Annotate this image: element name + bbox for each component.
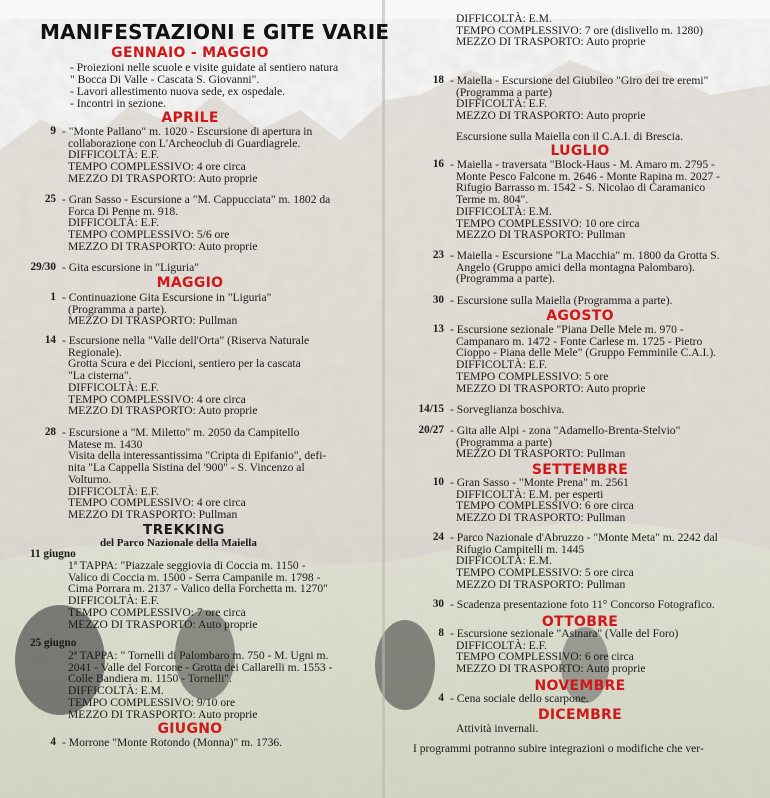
month-heading-gennaio-maggio: GENNAIO - MAGGIO xyxy=(111,45,269,61)
event-line: Rifugio Barrasso m. 1542 - S. Nicolao di Caramanico xyxy=(456,181,706,195)
event-entry xyxy=(50,736,283,749)
event-line: MEZZO DI TRASPORTO: Auto proprie xyxy=(456,662,646,676)
event-line: - Gita alle Alpi - zona "Adamello-Brenta-Stelvio" xyxy=(450,424,681,437)
event-line: MEZZO DI TRASPORTO: Auto proprie xyxy=(456,381,646,395)
event-line: TEMPO COMPLESSIVO: 7 ore (dislivello m. 1280) xyxy=(456,23,704,37)
event-entry xyxy=(418,424,681,461)
event-line: DIFFICOLTÀ: E.F. xyxy=(456,358,548,372)
event-entry xyxy=(50,125,313,185)
event-date: 13 xyxy=(432,323,444,335)
event-entry xyxy=(432,598,715,611)
event-line: TEMPO COMPLESSIVO: 10 ore circa xyxy=(456,216,640,230)
event-entry xyxy=(438,627,679,676)
event-line: DIFFICOLTÀ: E.F. xyxy=(68,148,160,162)
event-line: - Escursione sezionale "Piana Delle Mele m. 970 - xyxy=(450,323,684,336)
event-line: TEMPO COMPLESSIVO: 5 ore xyxy=(456,369,609,383)
gennaio-line: - Lavori allestimento nuova sede, ex ospedale. xyxy=(70,85,286,98)
gennaio-line: - Proiezioni nelle scuole e visite guidate al sentiero natura xyxy=(70,61,339,74)
event-entry xyxy=(44,193,331,253)
month-heading-dicembre: DICEMBRE xyxy=(537,707,622,723)
event-line: Visita della interessantissima "Cripta di Epifanio", defi- xyxy=(68,449,327,463)
event-line: DIFFICOLTÀ: E.F. xyxy=(456,638,548,652)
event-line: DIFFICOLTÀ: E.F. xyxy=(456,97,548,111)
month-heading-novembre: NOVEMBRE xyxy=(534,678,626,694)
event-line: (Programma a parte) xyxy=(456,85,552,99)
event-line: - Maiella - traversata "Block-Haus - M. Amaro m. 2795 - xyxy=(450,158,715,171)
event-entry xyxy=(432,531,718,591)
month-heading-luglio: LUGLIO xyxy=(550,143,610,159)
event-entry xyxy=(50,291,272,328)
event-line: "La cisterna". xyxy=(68,369,132,383)
month-heading-settembre: SETTEMBRE xyxy=(531,462,629,478)
event-line: DIFFICOLTÀ: E.F. xyxy=(68,380,160,394)
event-line: 1ª TAPPA: "Piazzale seggiovia di Coccia m. 1150 - xyxy=(68,559,306,572)
event-entry xyxy=(44,426,327,521)
event-entry xyxy=(418,403,565,416)
event-date: 23 xyxy=(432,249,444,261)
event-line: (Programma a parte) xyxy=(456,435,552,449)
month-heading-maggio: MAGGIO xyxy=(156,275,224,291)
event-line: MEZZO DI TRASPORTO: Pullman xyxy=(68,507,238,521)
event-line: TEMPO COMPLESSIVO: 4 ore circa xyxy=(68,392,246,406)
trekking-date: 25 giugno xyxy=(30,637,77,649)
month-heading-aprile: APRILE xyxy=(161,110,219,126)
event-line: MEZZO DI TRASPORTO: Pullman xyxy=(456,577,626,591)
event-date: 29/30 xyxy=(30,261,56,273)
event-line: DIFFICOLTÀ: E.M. per esperti xyxy=(456,487,604,501)
event-entry xyxy=(432,294,673,307)
event-line: - Cena sociale dello scarpone. xyxy=(450,692,589,705)
event-line: MEZZO DI TRASPORTO: Pullman xyxy=(456,447,626,461)
event-entry xyxy=(432,249,720,286)
event-note: Attività invernali. xyxy=(456,722,539,735)
event-date: 10 xyxy=(432,476,444,488)
event-line: TEMPO COMPLESSIVO: 6 ore circa xyxy=(456,499,634,513)
event-line: MEZZO DI TRASPORTO: Pullman xyxy=(456,228,626,242)
event-line: Campanaro m. 1472 - Fonte Carlese m. 1725 - Pietro xyxy=(456,334,703,348)
event-line: TEMPO COMPLESSIVO: 4 ore circa xyxy=(68,160,246,174)
event-line: (Programma a parte). xyxy=(456,272,555,286)
event-line: - Continuazione Gita Escursione in "Liguria" xyxy=(62,291,272,304)
event-line: Monte Pesco Falcone m. 2646 - Monte Rapina m. 2027 - xyxy=(456,169,721,183)
event-date: 1 xyxy=(50,291,56,303)
event-date: 30 xyxy=(432,598,444,610)
event-date: 4 xyxy=(438,692,444,704)
event-line: TEMPO COMPLESSIVO: 9/10 ore xyxy=(68,695,236,709)
trekking-stage xyxy=(68,560,328,630)
footer-note: I programmi potranno subire integrazioni o modifiche che ver- xyxy=(413,742,704,755)
event-date: 16 xyxy=(432,158,444,170)
event-line: DIFFICOLTÀ: E.M. xyxy=(68,684,164,698)
event-line: DIFFICOLTÀ: E.M. xyxy=(456,12,552,25)
page-title: MANIFESTAZIONI E GITE VARIE xyxy=(40,20,390,44)
event-line: Terme m. 804". xyxy=(456,193,529,207)
gennaio-line: - Incontri in sezione. xyxy=(70,97,166,110)
event-line: - Gita escursione in "Liguria" xyxy=(62,261,199,274)
event-date: 18 xyxy=(432,74,444,86)
event-line: 2041 - Valle del Forcone - Grotta dei Callarelli m. 1553 - xyxy=(68,660,333,674)
event-continuation xyxy=(456,13,703,48)
event-line: - Maiella - Escursione "La Macchia" m. 1800 da Grotta S. xyxy=(450,249,720,262)
event-date: 25 xyxy=(44,193,56,205)
event-date: 4 xyxy=(50,736,56,748)
event-entry xyxy=(432,476,634,525)
event-date: 9 xyxy=(50,125,56,137)
event-line: Matese m. 1430 xyxy=(68,437,143,451)
event-line: MEZZO DI TRASPORTO: Auto proprie xyxy=(456,35,646,49)
event-entry xyxy=(44,334,310,418)
trekking-stage xyxy=(68,650,332,720)
event-line: DIFFICOLTÀ: E.F. xyxy=(68,484,160,498)
event-line: Angelo (Gruppo amici della montagna Palombaro). xyxy=(456,260,695,274)
trekking-subtitle: del Parco Nazionale della Maiella xyxy=(100,537,257,549)
event-line: - Escursione sezionale "Asinara" (Valle del Foro) xyxy=(450,627,679,640)
event-line: DIFFICOLTÀ: E.M. xyxy=(456,554,552,568)
event-line: Valico di Coccia m. 1500 - Serra Campanile m. 1798 - xyxy=(68,570,321,584)
event-line: (Programma a parte). xyxy=(68,302,167,316)
event-line: Cima Porrara m. 2137 - Valico della Forchetta m. 1270" xyxy=(68,582,328,596)
event-entry xyxy=(432,158,721,242)
event-line: - Scadenza presentazione foto 11° Concorso Fotografico. xyxy=(450,598,715,611)
event-line: Regionale). xyxy=(68,345,122,359)
event-line: - Parco Nazionale d'Abruzzo - "Monte Meta" m. 2242 dal xyxy=(450,531,718,544)
event-line: Volturno. xyxy=(68,472,112,486)
month-heading-agosto: AGOSTO xyxy=(546,308,614,324)
event-line: DIFFICOLTÀ: E.M. xyxy=(456,204,552,218)
event-line: Forca Di Penne m. 918. xyxy=(68,204,179,218)
event-entry xyxy=(438,692,589,705)
event-line: MEZZO DI TRASPORTO: Pullman xyxy=(68,314,238,328)
event-date: 30 xyxy=(432,294,444,306)
event-line: Grotta Scura e dei Piccioni, sentiero per la cascata xyxy=(68,357,301,371)
event-entry xyxy=(432,323,717,395)
event-line: MEZZO DI TRASPORTO: Auto proprie xyxy=(68,617,258,631)
event-line: - Gran Sasso - Escursione a "M. Cappucciata" m. 1802 da xyxy=(62,193,331,206)
event-date: 20/27 xyxy=(418,424,444,436)
event-line: - Maiella - Escursione del Giubileo "Giro dei tre eremi" xyxy=(450,74,709,87)
event-line: - Gran Sasso - "Monte Prena" m. 2561 xyxy=(450,476,629,489)
month-heading-ottobre: OTTOBRE xyxy=(541,614,619,630)
event-line: MEZZO DI TRASPORTO: Auto proprie xyxy=(68,404,258,418)
event-line: - Escursione sulla Maiella (Programma a parte). xyxy=(450,294,673,307)
month-heading-giugno: GIUGNO xyxy=(157,721,223,737)
event-line: TEMPO COMPLESSIVO: 4 ore circa xyxy=(68,496,246,510)
event-line: TEMPO COMPLESSIVO: 6 ore circa xyxy=(456,650,634,664)
event-line: nita "La Cappella Sistina del '900" - S. Vincenzo al xyxy=(68,461,305,475)
event-date: 8 xyxy=(438,627,444,639)
gennaio-line: " Bocca Di Valle - Cascata S. Giovanni". xyxy=(70,73,260,86)
trekking-heading: TREKKING xyxy=(143,522,225,538)
event-line: MEZZO DI TRASPORTO: Auto proprie xyxy=(68,171,258,185)
event-line: TEMPO COMPLESSIVO: 7 ore circa xyxy=(68,605,246,619)
event-line: MEZZO DI TRASPORTO: Auto proprie xyxy=(68,239,258,253)
event-line: DIFFICOLTÀ: E.F. xyxy=(68,216,160,230)
event-line: Cioppo - Piana delle Mele" (Gruppo Femminile C.A.I.). xyxy=(456,346,717,360)
event-line: Rifugio Campitelli m. 1445 xyxy=(456,542,585,556)
event-line: Colle Bandiera m. 1150 - Tornelli". xyxy=(68,672,232,686)
event-line: - Sorveglianza boschiva. xyxy=(450,403,565,416)
event-entry xyxy=(30,261,199,274)
event-line: - Escursione nella "Valle dell'Orta" (Riserva Naturale xyxy=(62,334,310,347)
event-date: 28 xyxy=(44,426,56,438)
event-line: TEMPO COMPLESSIVO: 5/6 ore xyxy=(68,228,230,242)
event-date: 14/15 xyxy=(418,403,444,415)
event-date: 24 xyxy=(432,531,444,543)
event-line: - "Monte Pallano" m. 1020 - Escursione di apertura in xyxy=(62,125,313,138)
event-line: DIFFICOLTÀ: E.F. xyxy=(68,594,160,608)
event-line: collaborazione con L'Archeoclub di Guardiagrele. xyxy=(68,136,301,150)
event-note: Escursione sulla Maiella con il C.A.I. di Brescia. xyxy=(456,130,683,143)
event-line: - Morrone "Monte Rotondo (Monna)" m. 1736. xyxy=(62,736,283,749)
event-date: 14 xyxy=(44,334,56,346)
event-entry xyxy=(432,74,709,123)
event-line: MEZZO DI TRASPORTO: Auto proprie xyxy=(68,707,258,721)
event-line: TEMPO COMPLESSIVO: 5 ore circa xyxy=(456,566,634,580)
event-line: - Escursione a "M. Miletto" m. 2050 da Campitello xyxy=(62,426,300,439)
event-line: 2ª TAPPA: " Tornelli di Palombaro m. 750 - M. Ugni m. xyxy=(68,649,329,662)
event-line: MEZZO DI TRASPORTO: Auto proprie xyxy=(456,109,646,123)
trekking-date: 11 giugno xyxy=(30,548,76,560)
event-line: MEZZO DI TRASPORTO: Pullman xyxy=(456,511,626,525)
